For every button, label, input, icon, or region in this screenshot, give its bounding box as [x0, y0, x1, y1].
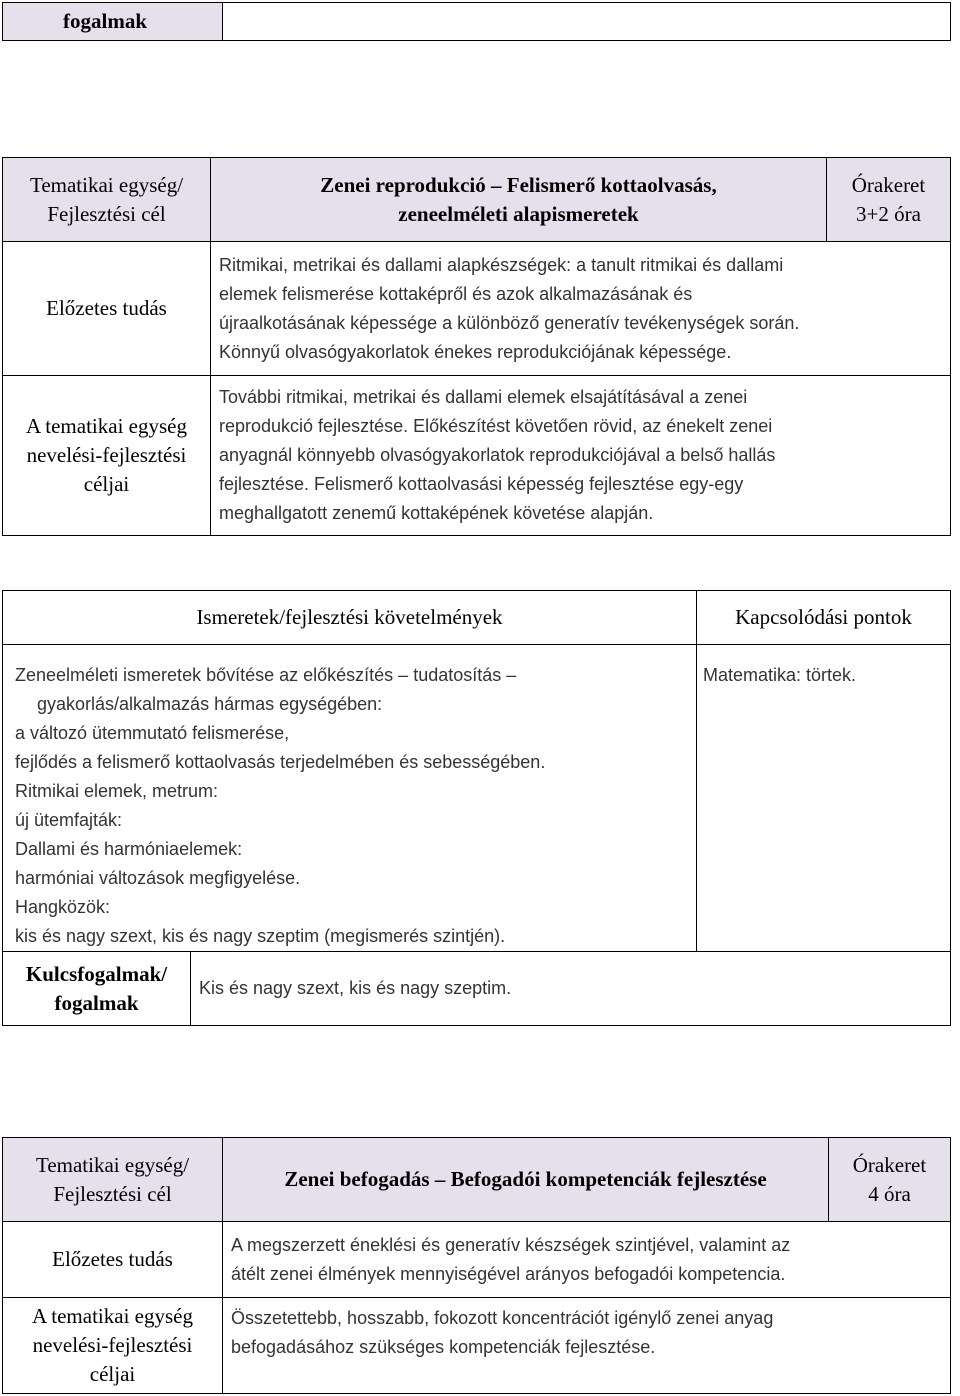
connections-header: Kapcsolódási pontok	[697, 591, 951, 645]
unit-goals-text: További ritmikai, metrikai és dallami elemek elsajátításával a zenei reprodukció fejlesztése. Előkészítést követően rövid, az énekelt zenei anyagnál könnyebb olvasógyakorlatok reprodukciójával a belső hallás fejlesztése. Felismerő kottaolvasási képesség fejlesztése egy-egy meghallgatott zenemű kottaképének követése alapján.	[211, 376, 951, 536]
thematic-unit-label: Tematikai egység/ Fejlesztési cél	[3, 1138, 223, 1222]
thematic-unit-table-1	[2, 157, 951, 536]
hours-frame: Órakeret 3+2 óra	[827, 158, 951, 242]
thematic-unit-title: Zenei befogadás – Befogadói kompetenciák fejlesztése	[223, 1138, 829, 1222]
prior-knowledge-text: A megszerzett éneklési és generatív készségek szintjével, valamint az átélt zenei élmények mennyiségével arányos befogadói kompetencia.	[223, 1222, 951, 1298]
key-concepts-value: Kis és nagy szext, kis és nagy szeptim.	[191, 952, 951, 1026]
prior-knowledge-label: Előzetes tudás	[3, 1222, 223, 1298]
prior-knowledge-label: Előzetes tudás	[3, 242, 211, 376]
hours-frame: Órakeret 4 óra	[829, 1138, 951, 1222]
key-concepts-label-remnant: fogalmak	[3, 3, 223, 41]
thematic-unit-label: Tematikai egység/ Fejlesztési cél	[3, 158, 211, 242]
key-concepts-value-remnant	[223, 3, 951, 41]
requirements-table	[2, 590, 951, 1026]
connections-content: Matematika: törtek.	[697, 645, 951, 952]
unit-goals-label: A tematikai egység nevelési-fejlesztési céljai	[3, 376, 211, 536]
prior-knowledge-text: Ritmikai, metrikai és dallami alapkészségek: a tanult ritmikai és dallami elemek felismerése kottaképről és azok alkalmazásának és újraalkotásának képessége a különböző generatív tevékenységek során. Könnyű olvasógyakorlatok énekes reprodukciójának képessége.	[211, 242, 951, 376]
key-concepts-label: Kulcsfogalmak/ fogalmak	[3, 952, 191, 1026]
thematic-unit-title: Zenei reprodukció – Felismerő kottaolvasás, zeneelméleti alapismeretek	[211, 158, 827, 242]
thematic-unit-table-2	[2, 1137, 951, 1394]
requirements-content: Zeneelméleti ismeretek bővítése az előkészítés – tudatosítás – gyakorlás/alkalmazás hármas egységében: a változó ütemmutató felismerése, fejlődés a felismerő kottaolvasás terjedelmében és sebességében. Ritmikai elemek, metrum: új ütemfajták: Dallami és harmóniaelemek: harmóniai változások megfigyelése. Hangközök: kis és nagy szext, kis és nagy szeptim (megismerés szintjén).	[3, 645, 697, 952]
requirements-header: Ismeretek/fejlesztési követelmények	[3, 591, 697, 645]
unit-goals-label: A tematikai egység nevelési-fejlesztési céljai	[3, 1298, 223, 1394]
top-remnant-table	[2, 2, 951, 41]
unit-goals-text: Összetettebb, hosszabb, fokozott koncentrációt igénylő zenei anyag befogadásához szükséges kompetenciák fejlesztése.	[223, 1298, 951, 1394]
